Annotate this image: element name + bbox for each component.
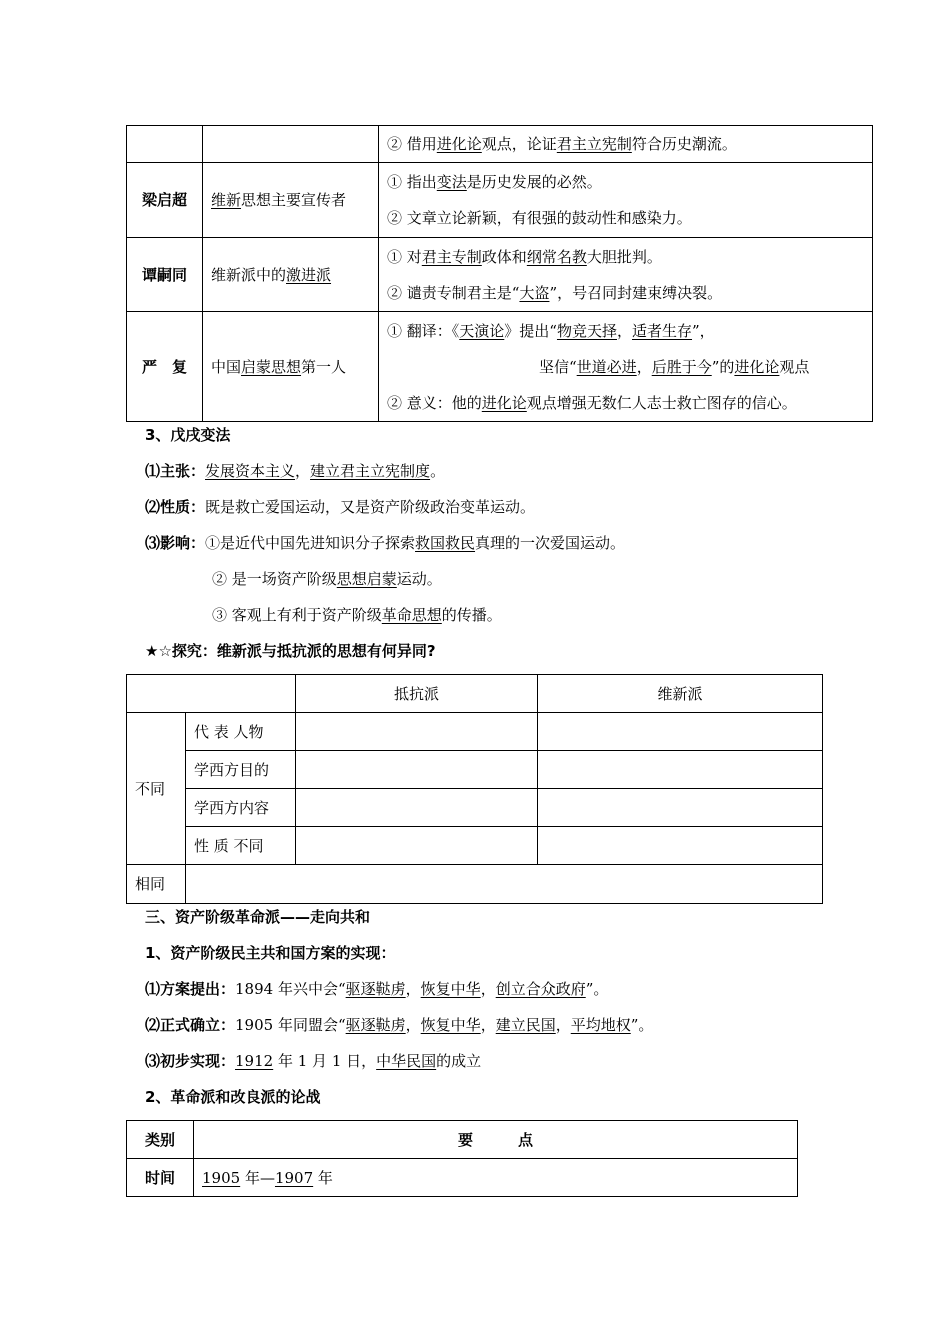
table-cell: 1905 年—1907 年 — [194, 1159, 798, 1197]
paragraph: ⑵性质：既是救亡爱国运动，又是资产阶级政治变革运动。 — [145, 498, 536, 516]
paragraph: ② 是一场资产阶级思想启蒙运动。 — [212, 570, 442, 588]
paragraph: ③ 客观上有利于资产阶级革命思想的传播。 — [212, 606, 502, 624]
table-row — [127, 163, 873, 238]
table-cell: ② 借用进化论观点，论证君主立宪制符合历史潮流。 — [379, 126, 873, 163]
person-name: 严 复 — [127, 312, 203, 422]
table-row — [127, 865, 823, 904]
person-role: 中国启蒙思想第一人 — [203, 312, 379, 422]
explore-title: ★☆探究：维新派与抵抗派的思想有何异同? — [145, 642, 436, 660]
subsection-title: 2、革命派和改良派的论战 — [145, 1088, 321, 1106]
column-header: 类别 — [127, 1121, 194, 1159]
section-title: 3、戊戌变法 — [145, 426, 231, 444]
person-name: 梁启超 — [127, 163, 203, 238]
reformers-table — [126, 125, 873, 422]
paragraph: ⑴方案提出：1894 年兴中会“驱逐鞑虏，恢复中华，创立合众政府”。 — [145, 980, 609, 998]
subsection-title: 1、资产阶级民主共和国方案的实现： — [145, 944, 396, 962]
paragraph: ⑶影响：①是近代中国先进知识分子探索救国救民真理的一次爱国运动。 — [145, 534, 626, 552]
table-row — [127, 126, 873, 163]
table-row — [127, 751, 823, 789]
column-header: 抵抗派 — [296, 675, 538, 713]
group-label: 相同 — [127, 865, 186, 904]
row-label: 学西方目的 — [186, 751, 296, 789]
table-row — [127, 1121, 798, 1159]
person-role: 维新思想主要宣传者 — [203, 163, 379, 238]
table-row — [127, 238, 873, 312]
table-cell: ① 翻译：《天演论》提出“物竞天择，适者生存”， 坚信“世道必进，后胜于今”的进化论观点 ② 意义：他的进化论观点增强无数仁人志士救亡图存的信心。 — [379, 312, 873, 422]
paragraph: ⑴主张：发展资本主义，建立君主立宪制度。 — [145, 462, 446, 480]
table-row — [127, 312, 873, 422]
debate-table — [126, 1120, 798, 1197]
paragraph: ⑵正式确立：1905 年同盟会“驱逐鞑虏，恢复中华，建立民国，平均地权”。 — [145, 1016, 654, 1034]
row-label: 时间 — [127, 1159, 194, 1197]
row-label: 代 表 人物 — [186, 713, 296, 751]
person-role: 维新派中的激进派 — [203, 238, 379, 312]
table-row — [127, 1159, 798, 1197]
section-title: 三、资产阶级革命派——走向共和 — [145, 908, 371, 926]
person-name: 谭嗣同 — [127, 238, 203, 312]
group-label: 不同 — [127, 713, 186, 865]
table-cell: ① 指出变法是历史发展的必然。 ② 文章立论新颖，有很强的鼓动性和感染力。 — [379, 163, 873, 238]
table-cell: ① 对君主专制政体和纲常名教大胆批判。 ② 谴责专制君主是“大盗”，号召同封建束缚决裂。 — [379, 238, 873, 312]
comparison-table — [126, 674, 823, 904]
column-header: 维新派 — [538, 675, 823, 713]
paragraph: ⑶初步实现：1912 年 1 月 1 日，中华民国的成立 — [145, 1052, 482, 1070]
row-label: 性 质 不同 — [186, 827, 296, 865]
table-row — [127, 789, 823, 827]
table-row — [127, 675, 823, 713]
row-label: 学西方内容 — [186, 789, 296, 827]
table-row — [127, 827, 823, 865]
table-row — [127, 713, 823, 751]
column-header: 要 点 — [194, 1121, 798, 1159]
